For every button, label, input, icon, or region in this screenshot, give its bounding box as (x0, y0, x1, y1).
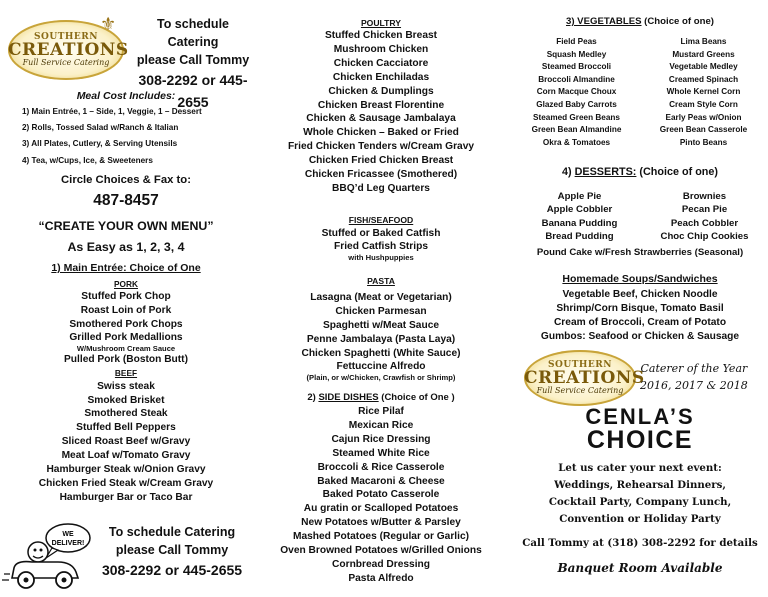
logo-line3: Full Service Catering (22, 58, 110, 67)
vegetables-header-suffix: (Choice of one) (641, 16, 714, 27)
pasta-item: Penne Jambalaya (Pasta Laya) (306, 333, 456, 345)
vegetable-item: Steamed Green Beans (533, 112, 620, 122)
vegetable-item: Okra & Tomatoes (542, 137, 611, 147)
create-menu-title: “CREATE YOUR OWN MENU” (38, 219, 214, 233)
poultry-item: Chicken Fried Chicken Breast (308, 155, 454, 167)
vegetable-item: Pinto Beans (679, 137, 728, 147)
entree-item: Meat Loaf w/Tomato Gravy (61, 450, 191, 462)
vegetable-item: Mustard Greens (672, 49, 735, 59)
poultry-item: Chicken Fricassee (Smothered) (304, 169, 458, 181)
side-item: Cajun Rice Dressing (331, 433, 431, 445)
meal-cost-item: 1) Main Entrée, 1 – Side, 1, Veggie, 1 – Dessert (22, 107, 202, 116)
schedule-line2: please Call Tommy (136, 53, 250, 67)
pasta-item: Chicken Spaghetti (White Sauce) (301, 347, 461, 359)
vegetable-item: Field Peas (556, 37, 597, 46)
fleur-de-lis-icon: ⚜ (100, 14, 117, 34)
side-item: Steamed White Rice (332, 447, 430, 459)
vegetable-item: Squash Medley (546, 49, 607, 59)
side-item: Pasta Alfredo (348, 572, 414, 584)
soup-item: Shrimp/Corn Bisque, Tomato Basil (556, 302, 724, 314)
dessert-item: Bread Pudding (545, 231, 614, 243)
vegetable-item: Corn Macque Choux (536, 87, 617, 97)
poultry-item: Whole Chicken – Baked or Fried (303, 127, 459, 139)
southern-creations-logo-small (524, 350, 645, 406)
schedule-catering-bottom (92, 523, 252, 581)
fish-note: with Hushpuppies (348, 252, 414, 262)
pasta-item: Spaghetti w/Meat Sauce (322, 319, 440, 331)
poultry-item: Chicken Breast Florentine (317, 99, 445, 111)
poultry-item: BBQ’d Leg Quarters (332, 182, 430, 194)
entree-item: Roast Loin of Pork (80, 304, 172, 316)
desserts-header-suffix: (Choice of one) (636, 166, 718, 178)
desserts-header (512, 166, 768, 178)
promo-line: Cocktail Party, Company Lunch, (548, 496, 732, 508)
side-item: Broccoli & Rice Casserole (317, 461, 445, 473)
side-item: Au gratin or Scalloped Potatoes (303, 503, 459, 515)
vegetable-item: Green Bean Casserole (659, 125, 748, 135)
cenla-line1: CENLA’S (585, 404, 695, 429)
dessert-last: Pound Cake w/Fresh Strawberries (Seasonal) (536, 247, 744, 258)
sides-header-prefix: 2) (307, 392, 319, 403)
soup-item: Cream of Broccoli, Cream of Potato (553, 316, 727, 328)
vegetables-grid (516, 36, 764, 149)
vegetable-item: Early Peas w/Onion (665, 112, 742, 122)
vegetable-item: Cream Style Corn (669, 99, 738, 109)
meal-cost-list (22, 104, 202, 169)
vegetables-header-main: 3) VEGETABLES (565, 16, 642, 27)
award-text (640, 360, 748, 394)
side-item: Cornbread Dressing (332, 558, 430, 570)
award-line1: Caterer of the Year (640, 362, 748, 375)
sides-header-suffix: (Choice of One ) (378, 392, 455, 403)
schedule-line2: please Call Tommy (115, 543, 229, 557)
poultry-header: POULTRY (360, 18, 402, 28)
fish-section (256, 212, 506, 262)
poultry-item: Chicken Enchiladas (332, 71, 430, 83)
meal-cost-item: 4) Tea, w/Cups, Ice, & Sweeteners (22, 155, 153, 165)
pasta-item: Lasagna (Meat or Vegetarian) (310, 292, 452, 303)
entree-item: Smothered Steak (84, 408, 168, 420)
desserts-header-prefix: 4) (562, 166, 575, 178)
dessert-item: Brownies (682, 191, 727, 202)
sides-header (256, 391, 506, 405)
logo-line2: CREATIONS (8, 40, 129, 60)
entree-item: Smoked Brisket (87, 394, 165, 406)
poultry-item: Chicken & Sausage Jambalaya (306, 113, 456, 125)
poultry-item: Mushroom Chicken (333, 43, 429, 55)
vegetable-item: Glazed Baby Carrots (536, 99, 617, 109)
side-item: Baked Macaroni & Cheese (317, 475, 445, 487)
fish-item: Fried Catfish Strips (334, 240, 428, 252)
promo-call: Call Tommy at (318) 308-2292 for details (522, 537, 758, 549)
side-item: Mashed Potatoes (Regular or Garlic) (292, 531, 470, 543)
entree-item: Sliced Roast Beef w/Gravy (61, 436, 191, 448)
schedule-phones: 308-2292 or 445-2655 (138, 72, 248, 110)
vegetable-item: Green Bean Almandine (531, 125, 622, 135)
dessert-item: Apple Pie (557, 191, 602, 202)
vegetables-header (512, 16, 768, 27)
promo-line: Weddings, Rehearsal Dinners, (554, 479, 726, 491)
award-line2: 2016, 2017 & 2018 (640, 379, 748, 392)
fax-number: 487-8457 (93, 192, 159, 209)
vegetable-item: Steamed Broccoli (541, 62, 612, 72)
entree-item: Hamburger Steak w/Onion Gravy (46, 464, 206, 476)
desserts-grid (520, 190, 764, 244)
meal-cost-item: 3) All Plates, Cutlery, & Serving Utensils (22, 139, 178, 149)
schedule-phones: 308-2292 or 445-2655 (101, 562, 243, 578)
poultry-section (256, 17, 506, 196)
desserts-header-main: DESSERTS: (574, 166, 637, 178)
fish-item: Stuffed or Baked Catfish (321, 228, 441, 239)
poultry-item: Chicken & Dumplings (328, 85, 434, 97)
side-item: New Potatoes w/Butter & Parsley (301, 517, 461, 529)
entree-note: W/Mushroom Cream Sauce (76, 343, 176, 353)
entree-list (0, 278, 252, 505)
soup-item: Vegetable Beef, Chicken Noodle (562, 289, 718, 300)
dessert-item: Banana Pudding (541, 217, 618, 229)
dessert-item: Pecan Pie (681, 204, 728, 216)
soups-section (512, 271, 768, 344)
sides-section (256, 391, 506, 586)
side-item: Rice Pilaf (358, 406, 404, 417)
promo-lines (512, 460, 768, 528)
entree-item: Grilled Pork Medallions (69, 331, 183, 343)
soups-header: Homemade Soups/Sandwiches (562, 273, 718, 285)
entree-item: Pulled Pork (Boston Butt) (64, 353, 188, 365)
side-item: Oven Browned Potatoes w/Grilled Onions (280, 545, 482, 557)
promo-line: Convention or Holiday Party (559, 513, 721, 525)
entree-item: Stuffed Pork Chop (81, 291, 171, 302)
pasta-item: Chicken Parmesan (335, 305, 427, 317)
beef-label: BEEF (114, 367, 138, 378)
schedule-line1: To schedule Catering (108, 525, 236, 539)
pasta-note: (Plain, or w/Chicken, Crawfish or Shrimp) (306, 372, 456, 382)
entree-item: Hamburger Bar or Taco Bar (59, 491, 193, 503)
side-item: Mexican Rice (348, 419, 414, 431)
badge-line1: WE (62, 531, 74, 538)
dessert-item: Peach Cobbler (670, 217, 739, 229)
vegetable-item: Lima Beans (680, 37, 727, 46)
pasta-section (256, 271, 506, 382)
poultry-item: Stuffed Chicken Breast (324, 30, 438, 41)
vegetable-item: Broccoli Almandine (538, 74, 615, 84)
create-menu-subtitle: As Easy as 1, 2, 3, 4 (67, 240, 185, 254)
schedule-line1: To schedule Catering (156, 17, 229, 49)
vegetable-item: Creamed Spinach (668, 74, 739, 84)
entree-item: Swiss steak (97, 380, 155, 392)
logo-line1: SOUTHERN (548, 360, 612, 370)
soup-item: Gumbos: Seafood or Chicken & Sausage (540, 330, 740, 342)
badge-line2: DELIVER! (51, 540, 85, 547)
fish-header: FISH/SEAFOOD (348, 215, 414, 225)
entree-item: Smothered Pork Chops (69, 318, 183, 330)
promo-line: Let us cater your next event: (558, 462, 722, 474)
dessert-item: Apple Cobbler (546, 204, 613, 216)
pasta-item: Fettuccine Alfredo (336, 360, 426, 372)
delivery-car-icon (2, 518, 98, 594)
logo-line2: CREATIONS (524, 368, 645, 388)
logo-line3: Full Service Catering (536, 386, 624, 395)
poultry-item: Fried Chicken Tenders w/Cream Gravy (287, 141, 475, 153)
entree-item: Chicken Fried Steak w/Cream Gravy (38, 477, 214, 489)
sides-header-main: SIDE DISHES (318, 392, 379, 403)
left-panel (0, 0, 252, 597)
meal-cost-item: 2) Rolls, Tossed Salad w/Ranch & Italian (22, 123, 179, 133)
vegetable-item: Whole Kernel Corn (666, 87, 741, 97)
middle-panel (256, 0, 506, 597)
side-item: Baked Potato Casserole (322, 489, 440, 501)
pasta-header: PASTA (367, 276, 395, 286)
pork-label: PORK (114, 279, 138, 289)
poultry-item: Chicken Cacciatore (333, 57, 429, 69)
banquet-room: Banquet Room Available (557, 561, 723, 575)
entree-header: 1) Main Entrée: Choice of One (51, 262, 201, 274)
logo-line1: SOUTHERN (34, 32, 98, 42)
vegetable-item: Vegetable Medley (669, 62, 738, 72)
fax-instruction: Circle Choices & Fax to: (61, 174, 191, 186)
cenla-line2: CHOICE (586, 426, 694, 454)
entree-item: Stuffed Bell Peppers (76, 422, 176, 434)
meal-cost-header: Meal Cost Includes: (76, 90, 176, 102)
dessert-item: Choc Chip Cookies (660, 231, 749, 243)
